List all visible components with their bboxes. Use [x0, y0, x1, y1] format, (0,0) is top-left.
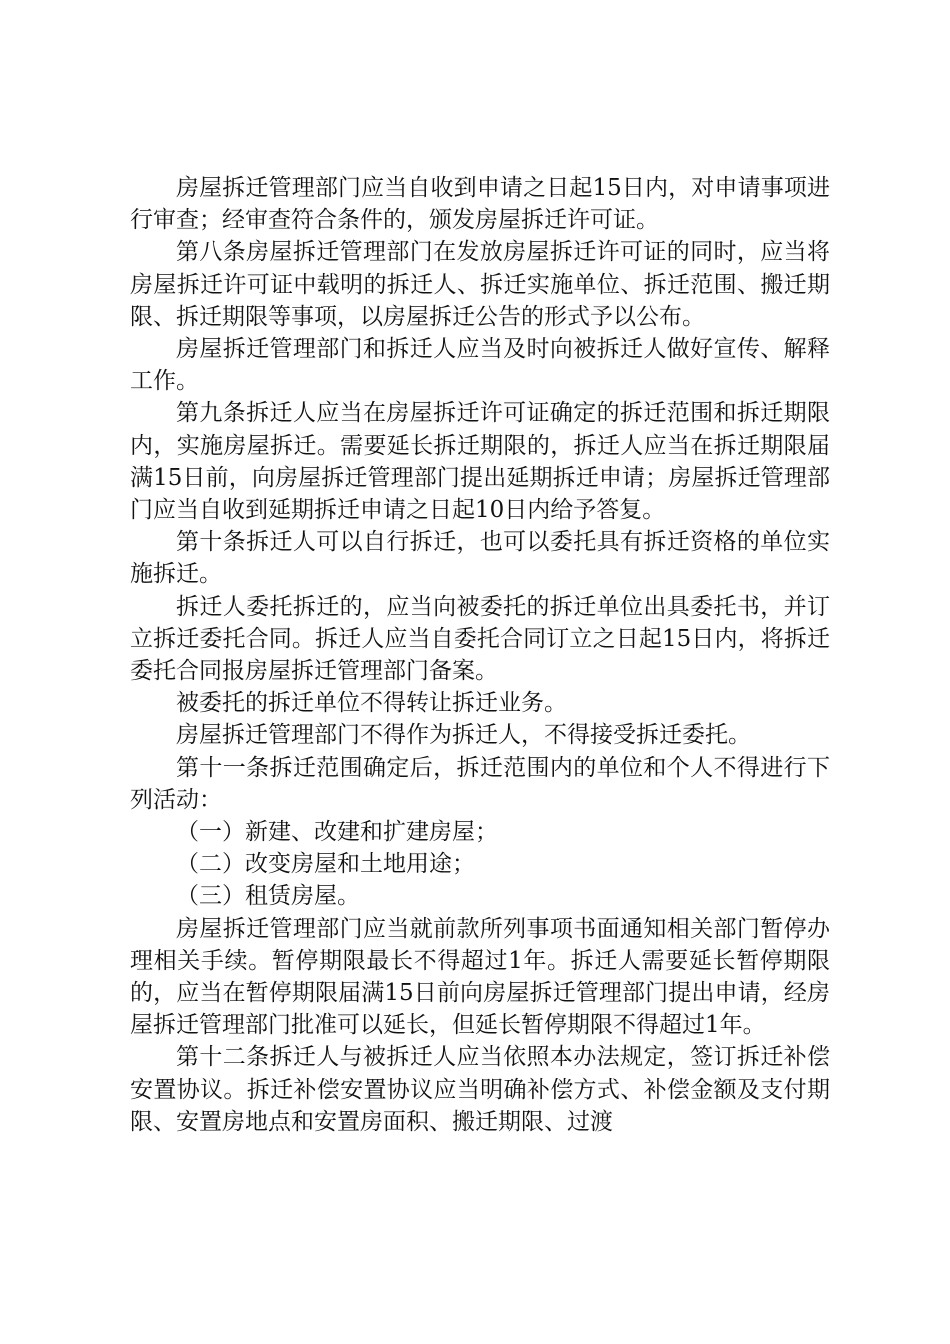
paragraph-no-transfer: 被委托的拆迁单位不得转让拆迁业务。 [176, 690, 567, 717]
paragraph-approval-review: 房屋拆迁管理部门应当自收到申请之日起15日内，对申请事项进行审查；经审查符合条件的，颁发房屋拆迁许可证。 [130, 175, 830, 234]
paragraph-article-8: 第八条房屋拆迁管理部门在发放房屋拆迁许可证的同时，应当将房屋拆迁许可证中载明的拆迁人、拆迁实施单位、拆迁范围、搬迁期限、拆迁期限等事项，以房屋拆迁公告的形式予以公布。 [130, 239, 830, 330]
document-body [130, 172, 830, 1138]
paragraph-article-9: 第九条拆迁人应当在房屋拆迁许可证确定的拆迁范围和拆迁期限内，实施房屋拆迁。需要延长拆迁期限的，拆迁人应当在拆迁期限届满15日前，向房屋拆迁管理部门提出延期拆迁申请；房屋拆迁管理部门应当自收到延期拆迁申请之日起10日内给予答复。 [130, 400, 830, 524]
paragraph-article-12: 第十二条拆迁人与被拆迁人应当依照本办法规定，签订拆迁补偿安置协议。拆迁补偿安置协议应当明确补偿方式、补偿金额及支付期限、安置房地点和安置房面积、搬迁期限、过渡 [130, 1044, 830, 1135]
paragraph-article-11: 第十一条拆迁范围确定后，拆迁范围内的单位和个人不得进行下列活动： [130, 754, 830, 813]
paragraph-department-restriction: 房屋拆迁管理部门不得作为拆迁人，不得接受拆迁委托。 [176, 722, 751, 749]
paragraph-publicity: 房屋拆迁管理部门和拆迁人应当及时向被拆迁人做好宣传、解释工作。 [130, 336, 830, 395]
list-item-1: （一）新建、改建和扩建房屋； [176, 819, 498, 846]
paragraph-entrusted-demolition: 拆迁人委托拆迁的，应当向被委托的拆迁单位出具委托书，并订立拆迁委托合同。拆迁人应当自委托合同订立之日起15日内，将拆迁委托合同报房屋拆迁管理部门备案。 [130, 593, 830, 685]
list-item-3: （三）租赁房屋。 [176, 883, 360, 910]
paragraph-suspension: 房屋拆迁管理部门应当就前款所列事项书面通知相关部门暂停办理相关手续。暂停期限最长不得超过1年。拆迁人需要延长暂停期限的，应当在暂停期限届满15日前向房屋拆迁管理部门提出申请，经房屋拆迁管理部门批准可以延长，但延长暂停期限不得超过1年。 [130, 915, 830, 1039]
list-item-2: （二）改变房屋和土地用途； [176, 851, 475, 878]
paragraph-article-10: 第十条拆迁人可以自行拆迁，也可以委托具有拆迁资格的单位实施拆迁。 [130, 529, 830, 588]
